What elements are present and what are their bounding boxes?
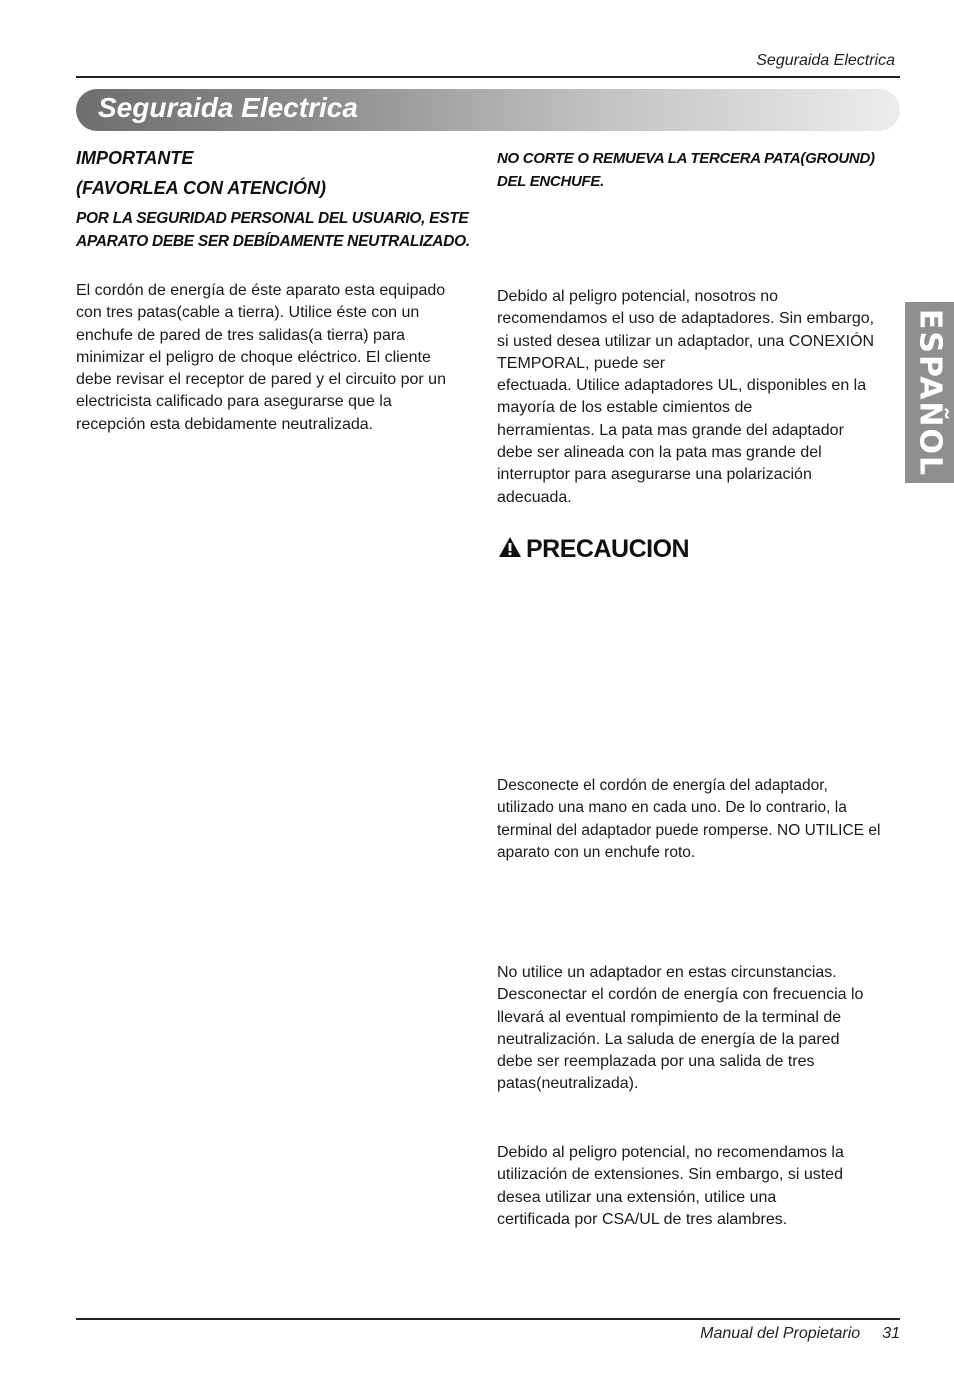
text-line: efectuada. Utilice adaptadores UL, disponibles en la [497, 377, 867, 395]
text-line: electricista calificado para asegurarse que la [76, 393, 392, 411]
disconnect-paragraph [497, 775, 902, 864]
adapter-paragraph [497, 286, 902, 509]
ground-pin-warning-line-2: DEL ENCHUFE. [497, 173, 604, 190]
text-line: adecuada. [497, 488, 572, 506]
text-line: herramientas. La pata mas grande del adaptador [497, 421, 844, 439]
running-header: Seguraida Electrica [756, 52, 895, 69]
text-line: utilización de extensiones. Sin embargo, si usted [497, 1166, 843, 1184]
text-line: TEMPORAL, puede ser [497, 354, 666, 372]
safety-notice-line-2: APARATO DEBE SER DEBÍDAMENTE NEUTRALIZADO. [76, 233, 470, 250]
text-line: aparato con un enchufe roto. [497, 843, 696, 861]
text-line: debe ser reemplazada por una salida de tres [497, 1053, 815, 1071]
text-line: con tres patas(cable a tierra). Utilice éste con un [76, 304, 420, 322]
text-line: enchufe de pared de tres salidas(a tierra) para [76, 326, 406, 344]
text-line: recomendamos el uso de adaptadores. Sin embargo, [497, 310, 875, 328]
safety-notice-line-1: POR LA SEGURIDAD PERSONAL DEL USUARIO, ESTE [76, 210, 469, 227]
text-line: utilizado una mano en cada uno. De lo contrario, la [497, 799, 847, 817]
footer-rule [76, 1318, 900, 1320]
caution-label: PRECAUCION [526, 535, 690, 563]
extension-paragraph [497, 1142, 902, 1231]
footer [700, 1325, 900, 1343]
text-line: recepción esta debidamente neutralizada. [76, 415, 374, 433]
grounding-paragraph [76, 280, 476, 436]
ground-pin-warning-line-1: NO CORTE O REMUEVA LA TERCERA PATA(GROUND) [497, 150, 875, 167]
text-line: terminal del adaptador puede romperse. NO UTILICE el [497, 821, 881, 839]
warning-triangle-icon [498, 536, 522, 563]
text-line: Desconectar el cordón de energía con frecuencia lo [497, 986, 864, 1004]
caution-heading [498, 535, 689, 564]
text-line: debe revisar el receptor de pared y el circuito por un [76, 371, 446, 389]
text-line: Desconecte el cordón de energía del adaptador, [497, 777, 828, 794]
text-line: patas(neutralizada). [497, 1075, 639, 1093]
text-line: neutralización. La saluda de energía de la pared [497, 1030, 840, 1048]
text-line: No utilice un adaptador en estas circunstancias. [497, 964, 837, 981]
text-line: minimizar el peligro de choque eléctrico. El cliente [76, 348, 431, 366]
page-number: 31 [882, 1325, 900, 1342]
text-line: Debido al peligro potencial, no recomendamos la [497, 1144, 844, 1161]
important-heading: IMPORTANTE [76, 148, 194, 168]
text-line: certificada por CSA/UL de tres alambres. [497, 1210, 788, 1228]
text-line: desea utilizar una extensión, utilice una [497, 1188, 777, 1206]
language-tab [905, 302, 954, 483]
text-line: debe ser alineada con la pata mas grande del [497, 444, 822, 462]
text-line: llevará al eventual rompimiento de la terminal de [497, 1008, 842, 1026]
read-carefully-heading: (FAVORLEA CON ATENCIÓN) [76, 178, 326, 198]
text-line: Debido al peligro potencial, nosotros no [497, 288, 779, 305]
text-line: El cordón de energía de éste aparato esta equipado [76, 282, 446, 299]
language-tab-label: ESPAÑOL [912, 308, 947, 477]
section-banner [76, 89, 900, 131]
text-line: interruptor para asegurarse una polarización [497, 466, 812, 484]
header-rule [76, 76, 900, 78]
no-adapter-paragraph [497, 962, 902, 1096]
text-line: si usted desea utilizar un adaptador, una CONEXIÓN [497, 332, 875, 350]
text-line: mayoría de los estable cimientos de [497, 399, 753, 417]
page-title: Seguraida Electrica [98, 92, 358, 123]
manual-label: Manual del Propietario [700, 1325, 861, 1342]
